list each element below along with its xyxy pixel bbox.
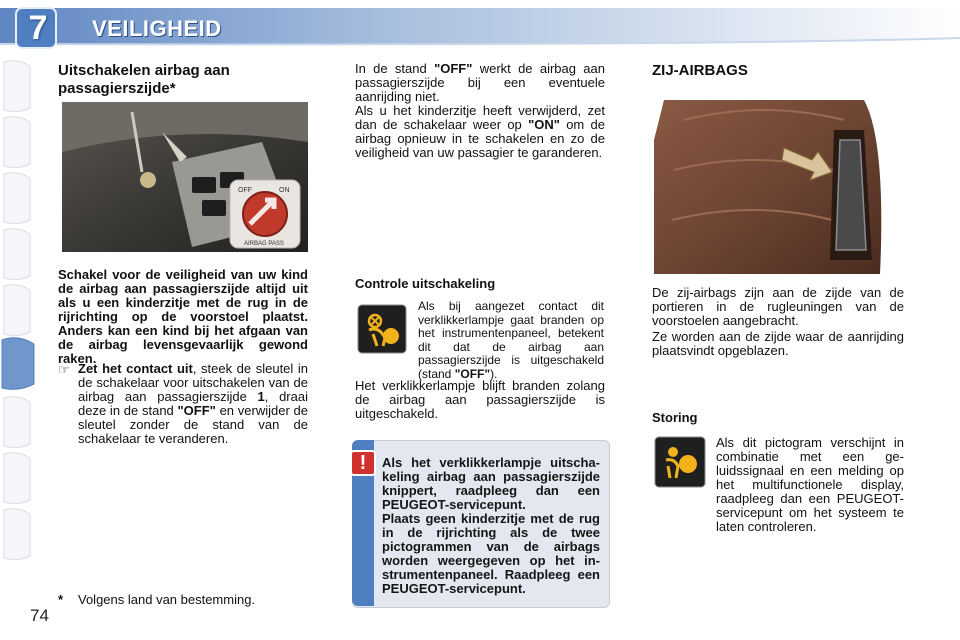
photo-label-on: ON	[279, 187, 290, 194]
section-heading-airbag-off: Uitschakelen airbag aan passagierszijde*	[58, 62, 230, 97]
chapter-title: VEILIGHEID	[92, 16, 222, 41]
step-text-part1: , steek de sleutel in de schakelaar voor uitschakelen van de airbag aan passagierszijde	[78, 361, 308, 404]
exclamation-mark: !	[359, 452, 367, 474]
p1-off-label: "OFF"	[434, 61, 473, 76]
off-position-paragraph	[355, 62, 605, 104]
photo-label-bottom: AIRBAG PASS	[244, 241, 284, 247]
step-bold-lead: Zet het contact uit	[78, 361, 193, 376]
control-text-end: ).	[490, 366, 498, 381]
instruction-step-text	[78, 362, 308, 446]
warning-paragraph-1: Als het verklikkerlampje uitschakeling airbag aan passagierszijde knippert, raadpleeg dan een PEUGEOT-servicepunt.	[382, 455, 600, 512]
fault-heading: Storing	[652, 410, 698, 425]
step-text-part2: , draai deze in de stand	[78, 389, 308, 418]
child-seat-caution-text: Schakel voor de veiligheid van uw kind de airbag aan passagierszijde altijd uit als u een kinderzitje met de rug in de rijrichting op de voorstoel plaatst. Anders kan een kind bij het afgaan van de airbag levensgevaarlijk gewond raken.	[58, 267, 308, 366]
control-text	[418, 300, 604, 381]
chapter-number: 7	[28, 9, 48, 47]
section-heading-side-airbags: ZIJ-AIRBAGS	[652, 62, 748, 79]
page-number: 74	[30, 606, 49, 625]
indicator-stays-on-paragraph: Het verklikkerlampje blijft branden zolang de airbag aan passagierszijde is uitgeschakeld.	[355, 378, 605, 421]
step-number-1: 1	[257, 389, 265, 404]
footnote-text: Volgens land van bestemming.	[78, 592, 256, 607]
control-text-main: Als bij aangezet contact dit verklikkerlampje gaat branden op het instrumentenpaneel, betekent dit dat de airbag aan passagierszijde is uitgeschakeld (stand	[418, 299, 604, 381]
control-heading: Controle uitschakeling	[355, 276, 496, 291]
step-off-label: "OFF"	[177, 403, 216, 418]
p1-text-b: werkt de airbag aan passagierszijde bij een eventuele aanrijding niet.	[355, 61, 605, 104]
p1-text-a: In de stand	[355, 61, 435, 76]
side-airbag-seat-photo	[654, 100, 902, 274]
p2-text-b: om de airbag opnieuw in te schakelen en zo de veiligheid van uw passagier te garanderen.	[355, 117, 605, 160]
airbag-fault-icon	[654, 436, 706, 488]
photo-label-off: OFF	[238, 187, 252, 194]
on-position-paragraph	[355, 104, 605, 160]
side-airbag-deploy-text: Ze worden aan de zijde waar de aanrijding plaatsvindt opgeblazen.	[652, 329, 904, 358]
pointing-hand-icon: ☞	[58, 362, 70, 377]
side-airbag-location-text: De zij-airbags zijn aan de zijde van de portieren in de rugleuningen van de voorstoelen aangebracht.	[652, 285, 904, 328]
chapter-side-tabs	[0, 58, 36, 578]
airbag-off-warning-icon	[357, 304, 407, 354]
p2-text-a: Als u het kinderzitje heeft verwijderd, zet dan de schakelaar weer op	[355, 103, 605, 132]
step-text-part3: en verwijder de sleutel zonder de stand van de schakelaar te veranderen.	[78, 403, 308, 446]
control-off-label: "OFF"	[454, 366, 491, 381]
warning-paragraph-2: Plaats geen kinderzitje met de rug in de rijrichting als de twee pictogrammen van de airbags worden weergegeven op het instrumentenpaneel. Raadpleeg een PEUGEOT-servicepunt.	[382, 511, 600, 596]
airbag-switch-photo	[62, 102, 308, 252]
footnote-star: *	[58, 592, 64, 607]
fault-text-top: Als dit pictogram verschijnt in combinatie met een geluidssignaal en een melding op het multifunctionele display, raadpleeg dan een PEUGEOT-servicepunt om het systeem te laten controleren.	[716, 435, 904, 534]
p2-on-label: "ON"	[528, 117, 560, 132]
